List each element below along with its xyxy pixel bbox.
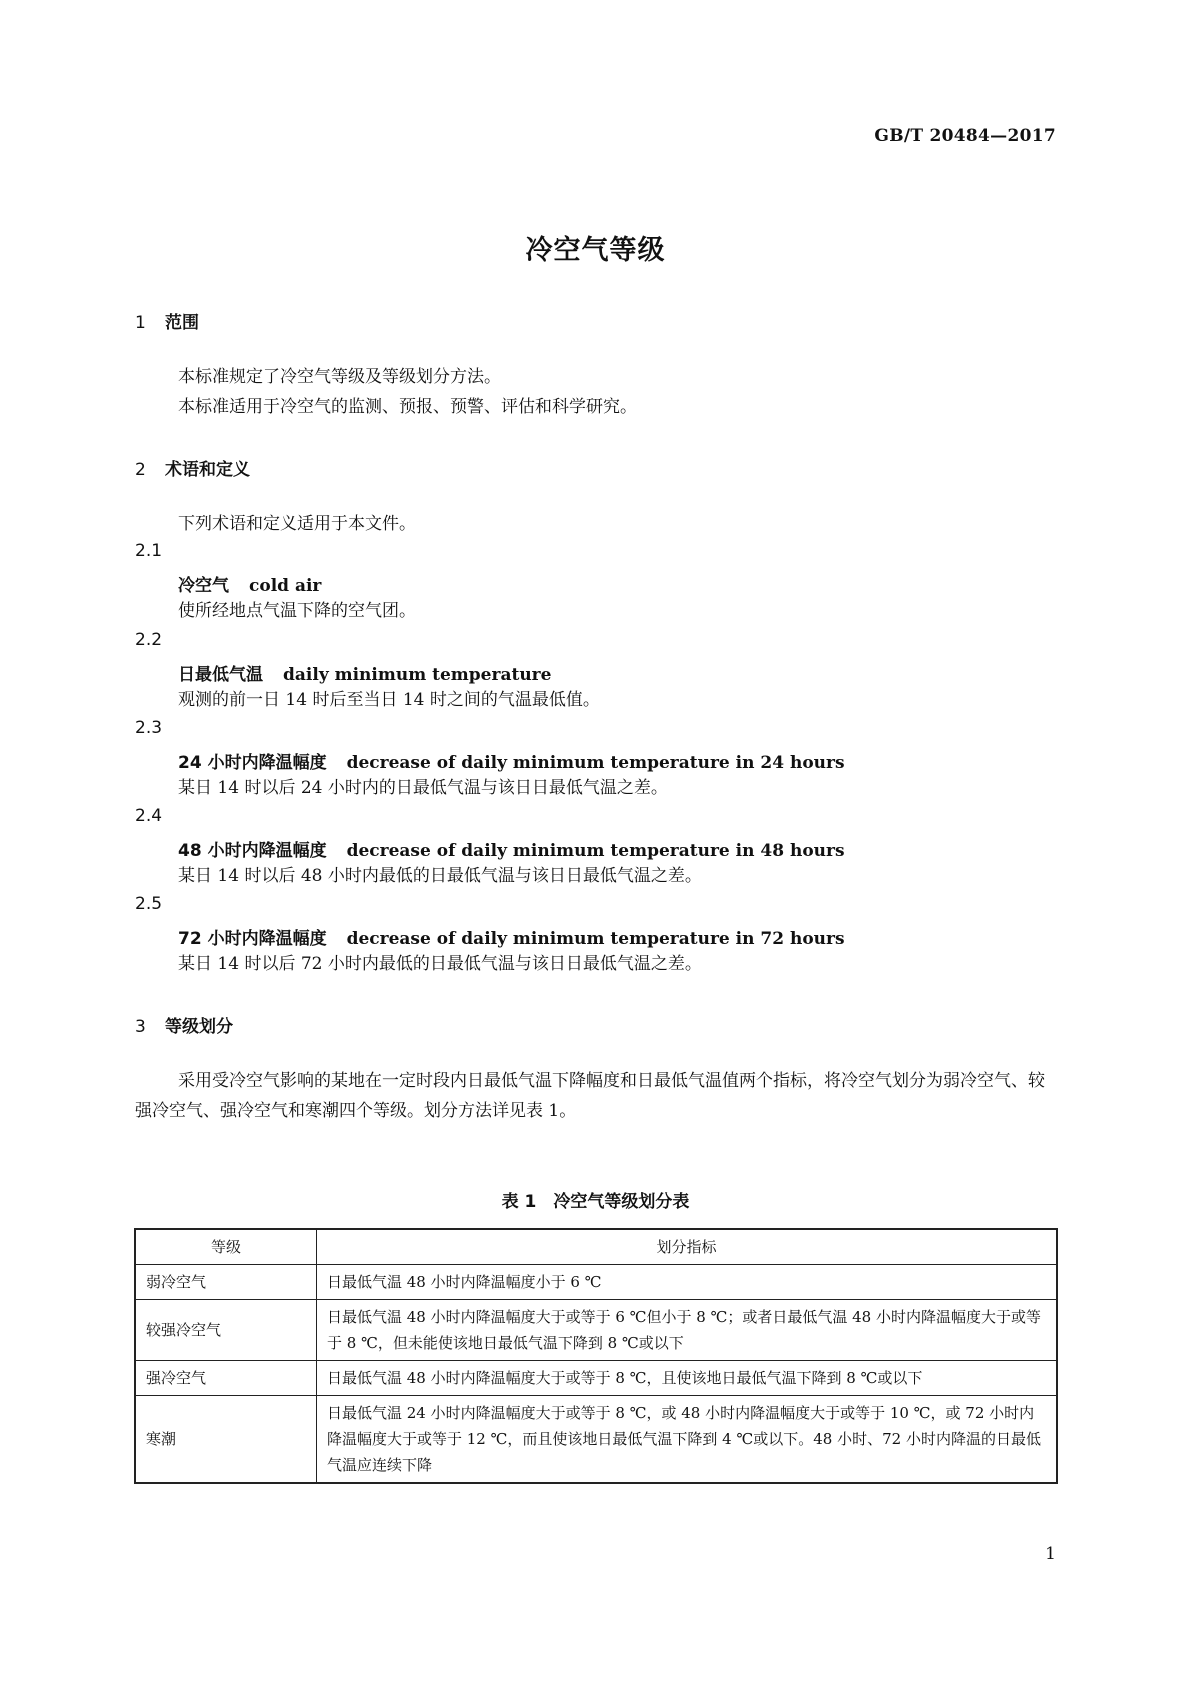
section-1-paragraph-1: 本标准规定了冷空气等级及等级划分方法。 [178,367,501,387]
table-row [135,1300,1057,1361]
grade-cell: 寒潮 [135,1396,317,1484]
term-heading [178,924,845,949]
section-3-paragraph: 采用受冷空气影响的某地在一定时段内日最低气温下降幅度和日最低气温值两个指标，将冷空气划分为弱冷空气、较强冷空气、强冷空气和寒潮四个等级。划分方法详见表 1。 [135,1071,1045,1121]
table-caption: 表 1 冷空气等级划分表 [501,1192,690,1212]
section-title: 等级划分 [165,1017,233,1037]
section-2-intro: 下列术语和定义适用于本文件。 [178,514,416,534]
table-row [135,1396,1057,1484]
standard-code: GB/T 20484—2017 [874,126,1056,146]
term-definition: 观测的前一日 14 时后至当日 14 时之间的气温最低值。 [178,690,600,710]
section-2-heading [135,455,250,480]
term-zh: 48 小时内降温幅度 [178,841,327,861]
clause-number: 2.2 [135,630,163,650]
section-number: 3 [135,1017,146,1037]
grade-cell: 弱冷空气 [135,1265,317,1300]
criteria-cell: 日最低气温 24 小时内降温幅度大于或等于 8 ℃，或 48 小时内降温幅度大于或等于 10 ℃，或 72 小时内降温幅度大于或等于 12 ℃，而且使该地日最低气温下降到 4 ℃或以下。48 小时、72 小时内降温的日最低气温应连续下降 [317,1396,1058,1484]
section-number: 1 [135,313,146,333]
term-en: decrease of daily minimum temperature in 72 hours [346,929,845,949]
term-en: cold air [249,576,322,596]
section-title: 范围 [165,313,199,333]
section-number: 2 [135,460,146,480]
clause-number: 2.4 [135,806,163,826]
term-definition: 某日 14 时以后 72 小时内最低的日最低气温与该日日最低气温之差。 [178,954,702,974]
term-heading [178,748,845,773]
term-en: decrease of daily minimum temperature in 24 hours [346,753,845,773]
term-zh: 72 小时内降温幅度 [178,929,327,949]
grade-table [134,1228,1058,1484]
clause-number: 2.3 [135,718,163,738]
page-number: 1 [1045,1544,1056,1564]
term-heading [178,571,321,596]
term-zh: 24 小时内降温幅度 [178,753,327,773]
criteria-cell: 日最低气温 48 小时内降温幅度大于或等于 8 ℃，且使该地日最低气温下降到 8 ℃或以下 [317,1361,1058,1396]
column-header: 划分指标 [317,1229,1058,1265]
table-row [135,1265,1057,1300]
term-en: decrease of daily minimum temperature in 48 hours [346,841,845,861]
section-3-heading [135,1012,233,1037]
grade-cell: 强冷空气 [135,1361,317,1396]
criteria-cell: 日最低气温 48 小时内降温幅度大于或等于 6 ℃但小于 8 ℃；或者日最低气温 48 小时内降温幅度大于或等于 8 ℃，但未能使该地日最低气温下降到 8 ℃或以下 [317,1300,1058,1361]
section-1-heading [135,308,199,333]
section-1-paragraph-2: 本标准适用于冷空气的监测、预报、预警、评估和科学研究。 [178,397,637,417]
term-zh: 冷空气 [178,576,229,596]
term-zh: 日最低气温 [178,665,263,685]
column-header: 等级 [135,1229,317,1265]
table-row [135,1361,1057,1396]
term-definition: 某日 14 时以后 24 小时内的日最低气温与该日日最低气温之差。 [178,778,668,798]
criteria-cell: 日最低气温 48 小时内降温幅度小于 6 ℃ [317,1265,1058,1300]
term-heading [178,836,845,861]
table-header-row [135,1229,1057,1265]
document-title: 冷空气等级 [525,235,666,266]
grade-cell: 较强冷空气 [135,1300,317,1361]
section-title: 术语和定义 [165,460,250,480]
clause-number: 2.1 [135,541,163,561]
clause-number: 2.5 [135,894,163,914]
term-en: daily minimum temperature [283,665,552,685]
term-definition: 使所经地点气温下降的空气团。 [178,601,416,621]
term-heading [178,660,551,685]
term-definition: 某日 14 时以后 48 小时内最低的日最低气温与该日日最低气温之差。 [178,866,702,886]
